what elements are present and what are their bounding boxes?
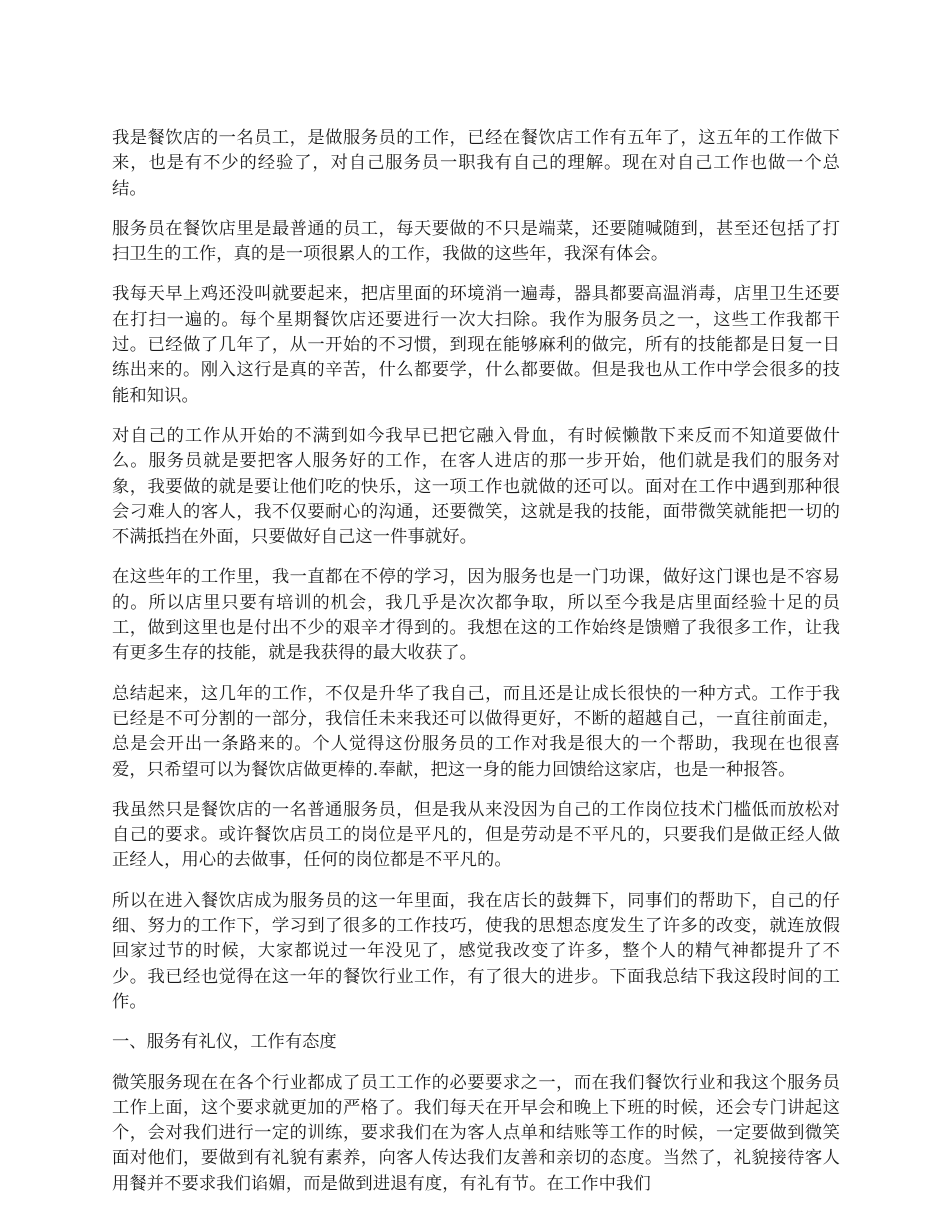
paragraph-7: 我虽然只是餐饮店的一名普通服务员，但是我从来没因为自己的工作岗位技术门槛低而放松对自己的要求。或许餐饮店员工的岗位是平凡的，但是劳动是不平凡的，只要我们是做正经人做正经人，用心的去做事，任何的岗位都是不平凡的。 (112, 799, 840, 871)
paragraph-6: 总结起来，这几年的工作，不仅是升华了我自己，而且还是让成长很快的一种方式。工作于我已经是不可分割的一部分，我信任未来我还可以做得更好，不断的超越自己，一直往前面走，总是会开出一条路来的。个人觉得这份服务员的工作对我是很大的一个帮助，我现在也很喜爱，只希望可以为餐饮店做更棒的.奉献，把这一身的能力回馈给这家店，也是一种报答。 (112, 683, 840, 780)
document-page (112, 126, 840, 1212)
paragraph-5: 在这些年的工作里，我一直都在不停的学习，因为服务也是一门功课，做好这门课也是不容易的。所以店里只要有培训的机会，我几乎是次次都争取，所以至今我是店里面经验十足的员工，做到这里也是付出不少的艰辛才得到的。我想在这的工作始终是馈赠了我很多工作，让我有更多生存的技能，就是我获得的最大收获了。 (112, 567, 840, 664)
paragraph-9: 微笑服务现在在各个行业都成了员工工作的必要要求之一，而在我们餐饮行业和我这个服务员工作上面，这个要求就更加的严格了。我们每天在开早会和晚上下班的时候，还会专门讲起这个，会对我们进行一定的训练，要求我们在为客人点单和结账等工作的时候，一定要做到微笑面对他们，要做到有礼貌有素养，向客人传达我们友善和亲切的态度。当然了，礼貌接待客人用餐并不要求我们谄媚，而是做到进退有度，有礼有节。在工作中我们 (112, 1072, 840, 1194)
paragraph-2: 服务员在餐饮店里是最普通的员工，每天要做的不只是端菜，还要随喊随到，甚至还包括了打扫卫生的工作，真的是一项很累人的工作，我做的这些年，我深有体会。 (112, 218, 840, 265)
paragraph-4: 对自己的工作从开始的不满到如今我早已把它融入骨血，有时候懒散下来反而不知道要做什么。服务员就是要把客人服务好的工作，在客人进店的那一步开始，他们就是我们的服务对象，我要做的就是要让他们吃的快乐，这一项工作也就做的还可以。面对在工作中遇到那种很会刁难人的客人，我不仅要耐心的沟通，还要微笑，这就是我的技能，面带微笑就能把一切的不满抵挡在外面，只要做好自己这一件事就好。 (112, 425, 840, 548)
paragraph-8: 所以在进入餐饮店成为服务员的这一年里面，我在店长的鼓舞下，同事们的帮助下，自己的仔细、努力的工作下，学习到了很多的工作技巧，使我的思想态度发生了许多的改变，就连放假回家过节的时候，大家都说过一年没见了，感觉我改变了许多，整个人的精气神都提升了不少。我已经也觉得在这一年的餐饮行业工作，有了很大的进步。下面我总结下我这段时间的工作。 (112, 890, 840, 1012)
paragraph-1: 我是餐饮店的一名员工，是做服务员的工作，已经在餐饮店工作有五年了，这五年的工作做下来，也是有不少的经验了，对自己服务员一职我有自己的理解。现在对自己工作也做一个总结。 (112, 128, 840, 199)
paragraph-3: 我每天早上鸡还没叫就要起来，把店里面的环境消一遍毒，器具都要高温消毒，店里卫生还要在打扫一遍的。每个星期餐饮店还要进行一次大扫除。我作为服务员之一，这些工作我都干过。已经做了几年了，从一开始的不习惯，到现在能够麻利的做完，所有的技能都是日复一日练出来的。刚入这行是真的辛苦，什么都要学，什么都要做。但是我也从工作中学会很多的技能和知识。 (112, 284, 840, 406)
section-heading: 一、服务有礼仪，工作有态度 (112, 1032, 337, 1053)
